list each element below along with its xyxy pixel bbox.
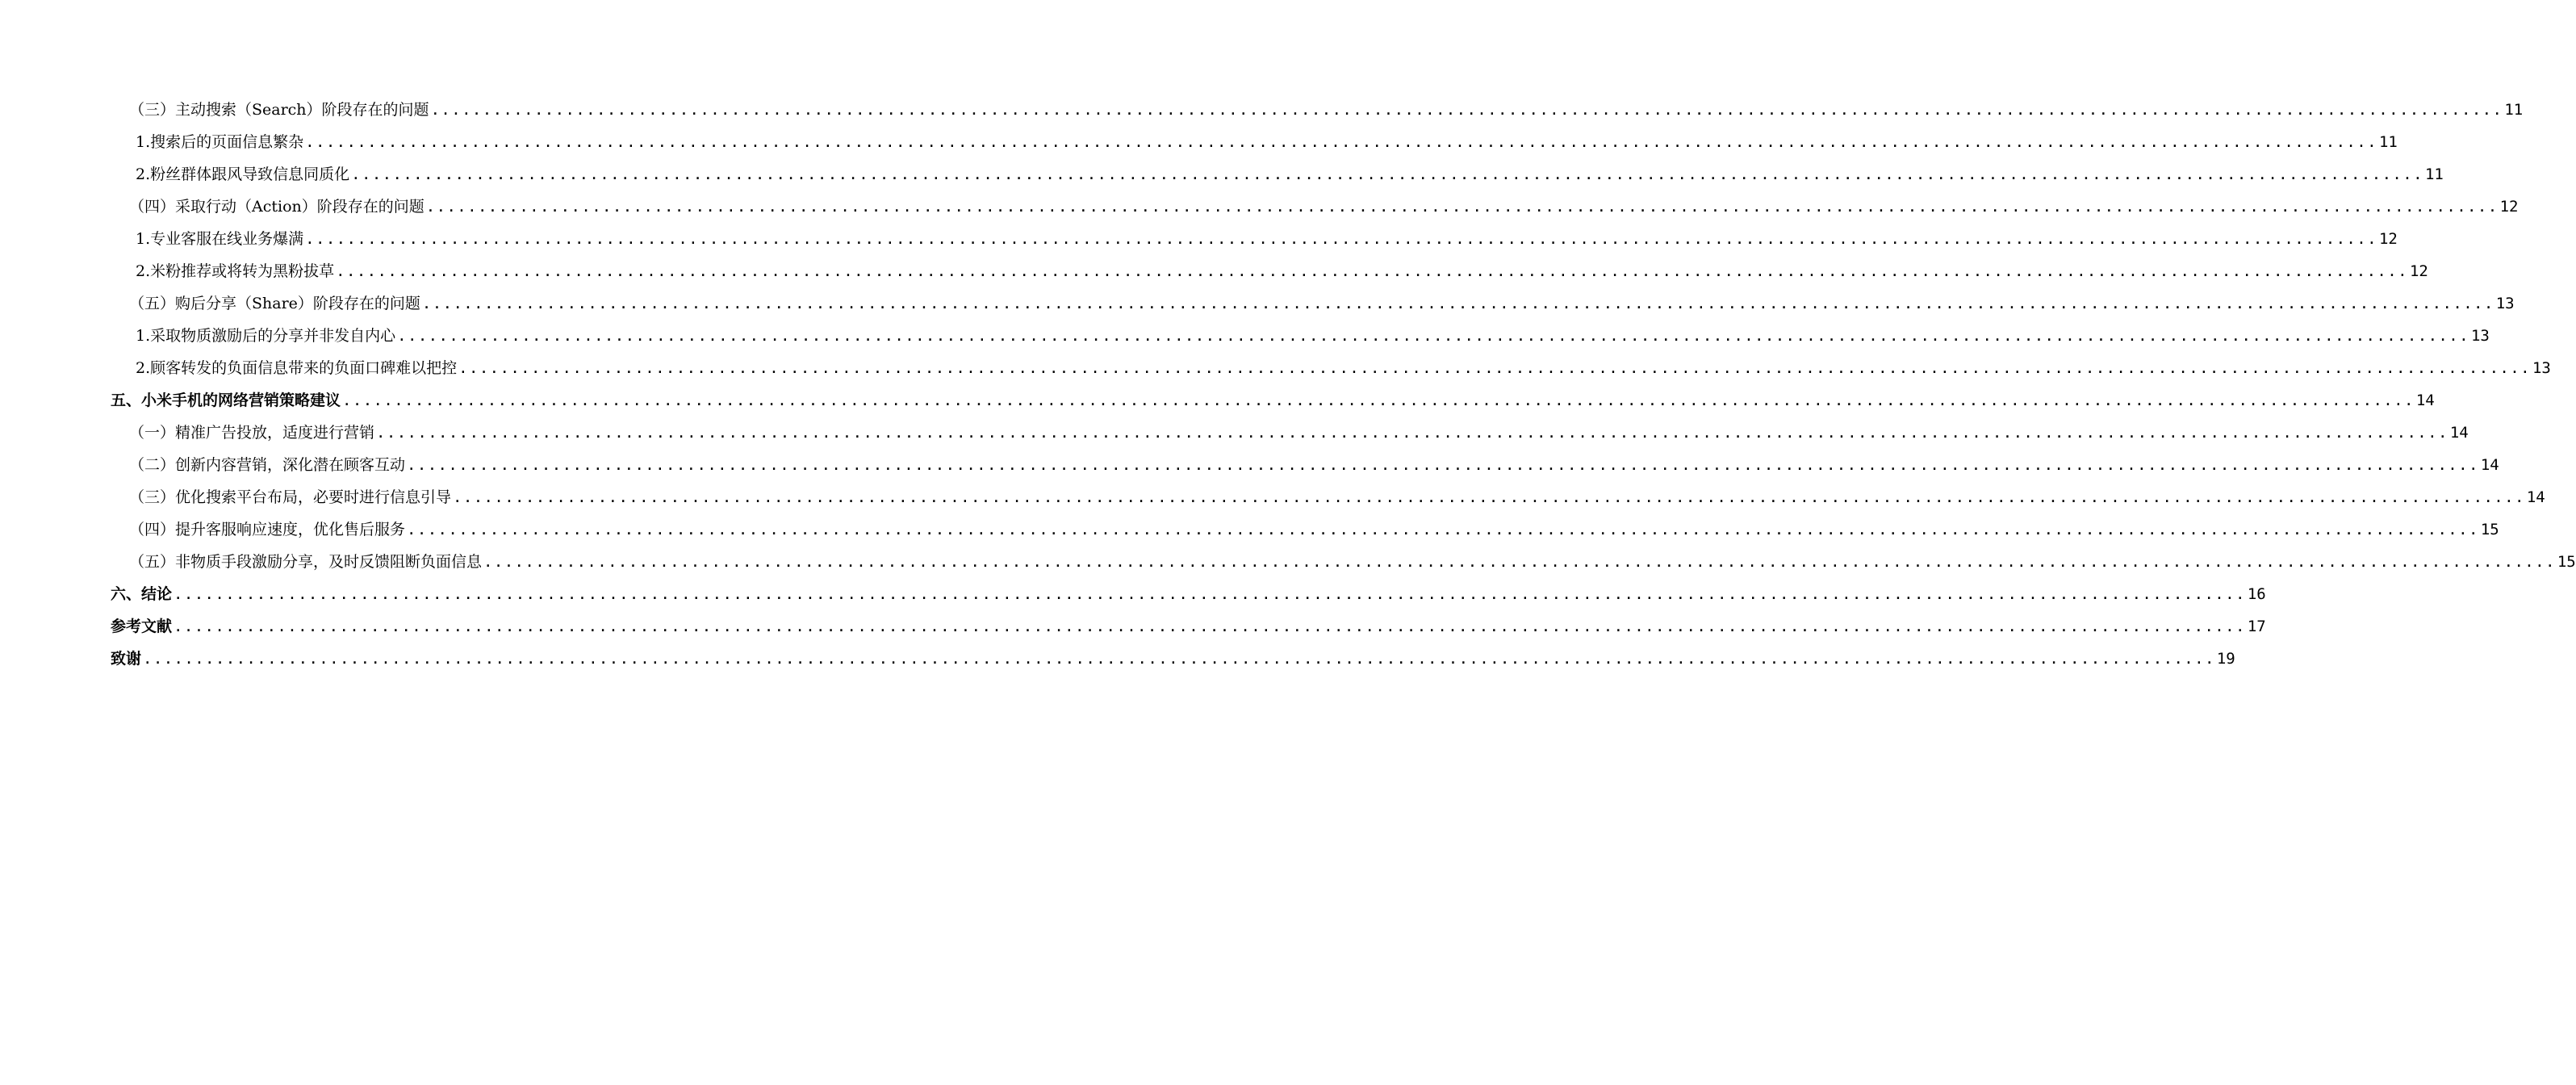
toc-entry-label: 2.粉丝群体跟风导致信息同质化	[136, 165, 350, 183]
toc-entry[interactable]	[0, 126, 2398, 158]
toc-page-number: 12	[2378, 230, 2398, 248]
toc-entry[interactable]	[0, 417, 2469, 449]
table-of-contents	[0, 94, 2576, 675]
toc-page-number: 13	[2470, 327, 2490, 345]
toc-chapter-entry[interactable]	[0, 578, 2266, 610]
toc-leader-dots: ........................................................................................................................................................................................................	[425, 198, 2499, 216]
toc-leader-dots: ........................................................................................................................................................................................................	[351, 165, 2423, 183]
toc-entry-label: 参考文献	[111, 618, 173, 635]
toc-entry-label: （一）精准广告投放，适度进行营销	[129, 424, 375, 442]
toc-page-number: 11	[2378, 133, 2398, 151]
toc-leader-dots: ........................................................................................................................................................................................................	[174, 585, 2246, 603]
toc-leader-dots: ........................................................................................................................................................................................................	[397, 327, 2469, 345]
toc-page-number: 14	[2449, 424, 2469, 442]
toc-leader-dots: ........................................................................................................................................................................................................	[342, 392, 2415, 409]
toc-entry[interactable]	[0, 94, 2524, 126]
toc-entry[interactable]	[0, 320, 2490, 352]
toc-leader-dots: ........................................................................................................................................................................................................	[376, 424, 2448, 442]
toc-leader-dots: ........................................................................................................................................................................................................	[305, 230, 2377, 248]
toc-leader-dots: ........................................................................................................................................................................................................	[483, 553, 2556, 571]
toc-entry[interactable]	[0, 449, 2499, 481]
toc-page-number: 13	[2495, 295, 2515, 312]
toc-page-number: 14	[2480, 456, 2499, 474]
toc-entry-label: （三）主动搜索（Search）阶段存在的问题	[129, 101, 429, 119]
toc-page-number: 11	[2504, 101, 2524, 119]
toc-entry[interactable]	[0, 352, 2551, 384]
toc-page-number: 14	[2526, 488, 2545, 506]
toc-entry-label: （四）提升客服响应速度，优化售后服务	[129, 521, 406, 538]
toc-leader-dots: ........................................................................................................................................................................................................	[336, 262, 2408, 280]
toc-leader-dots: ........................................................................................................................................................................................................	[453, 488, 2525, 506]
toc-entry-label: 致谢	[111, 650, 142, 668]
toc-chapter-entry[interactable]	[0, 384, 2435, 417]
toc-entry-label: 2.顾客转发的负面信息带来的负面口碑难以把控	[136, 359, 458, 377]
toc-entry[interactable]	[0, 481, 2545, 513]
toc-leader-dots: ........................................................................................................................................................................................................	[174, 618, 2246, 635]
toc-page-number: 14	[2415, 392, 2435, 409]
toc-entry-label: 2.米粉推荐或将转为黑粉拔草	[136, 262, 335, 280]
toc-entry-label: （五）非物质手段激励分享，及时反馈阻断负面信息	[129, 553, 483, 571]
toc-page-number: 15	[2480, 521, 2499, 538]
toc-entry[interactable]	[0, 255, 2428, 287]
toc-leader-dots: ........................................................................................................................................................................................................	[143, 650, 2215, 668]
toc-entry[interactable]	[0, 546, 2576, 578]
toc-entry-label: （二）创新内容营销，深化潜在顾客互动	[129, 456, 406, 474]
toc-entry-label: 五、小米手机的网络营销策略建议	[111, 392, 341, 409]
toc-page-number: 16	[2247, 585, 2266, 603]
toc-page-number: 17	[2247, 618, 2266, 635]
toc-entry-label: 1.采取物质激励后的分享并非发自内心	[136, 327, 396, 345]
toc-entry-label: （三）优化搜索平台布局，必要时进行信息引导	[129, 488, 452, 506]
toc-leader-dots: ........................................................................................................................................................................................................	[407, 456, 2479, 474]
toc-leader-dots: ........................................................................................................................................................................................................	[407, 521, 2479, 538]
toc-page-number: 12	[2409, 262, 2428, 280]
toc-leader-dots: ........................................................................................................................................................................................................	[458, 359, 2531, 377]
toc-entry-label: （五）购后分享（Share）阶段存在的问题	[129, 295, 420, 312]
toc-entry-label: 1.专业客服在线业务爆满	[136, 230, 304, 248]
toc-entry[interactable]	[0, 287, 2515, 320]
toc-entry[interactable]	[0, 223, 2398, 255]
toc-entry[interactable]	[0, 513, 2499, 546]
toc-entry[interactable]	[0, 191, 2519, 223]
toc-entry[interactable]	[0, 158, 2444, 191]
toc-page-number: 12	[2499, 198, 2519, 216]
toc-entry-label: （四）采取行动（Action）阶段存在的问题	[129, 198, 424, 216]
toc-entry-label: 1.搜索后的页面信息繁杂	[136, 133, 304, 151]
toc-chapter-entry[interactable]	[0, 643, 2235, 675]
toc-page-number: 19	[2216, 650, 2235, 668]
toc-page-number: 11	[2424, 165, 2444, 183]
toc-leader-dots: ........................................................................................................................................................................................................	[430, 101, 2503, 119]
toc-leader-dots: ........................................................................................................................................................................................................	[305, 133, 2377, 151]
toc-page-number: 15	[2557, 553, 2576, 571]
toc-leader-dots: ........................................................................................................................................................................................................	[421, 295, 2494, 312]
toc-page-number: 13	[2532, 359, 2551, 377]
toc-entry-label: 六、结论	[111, 585, 173, 603]
toc-chapter-entry[interactable]	[0, 610, 2266, 643]
